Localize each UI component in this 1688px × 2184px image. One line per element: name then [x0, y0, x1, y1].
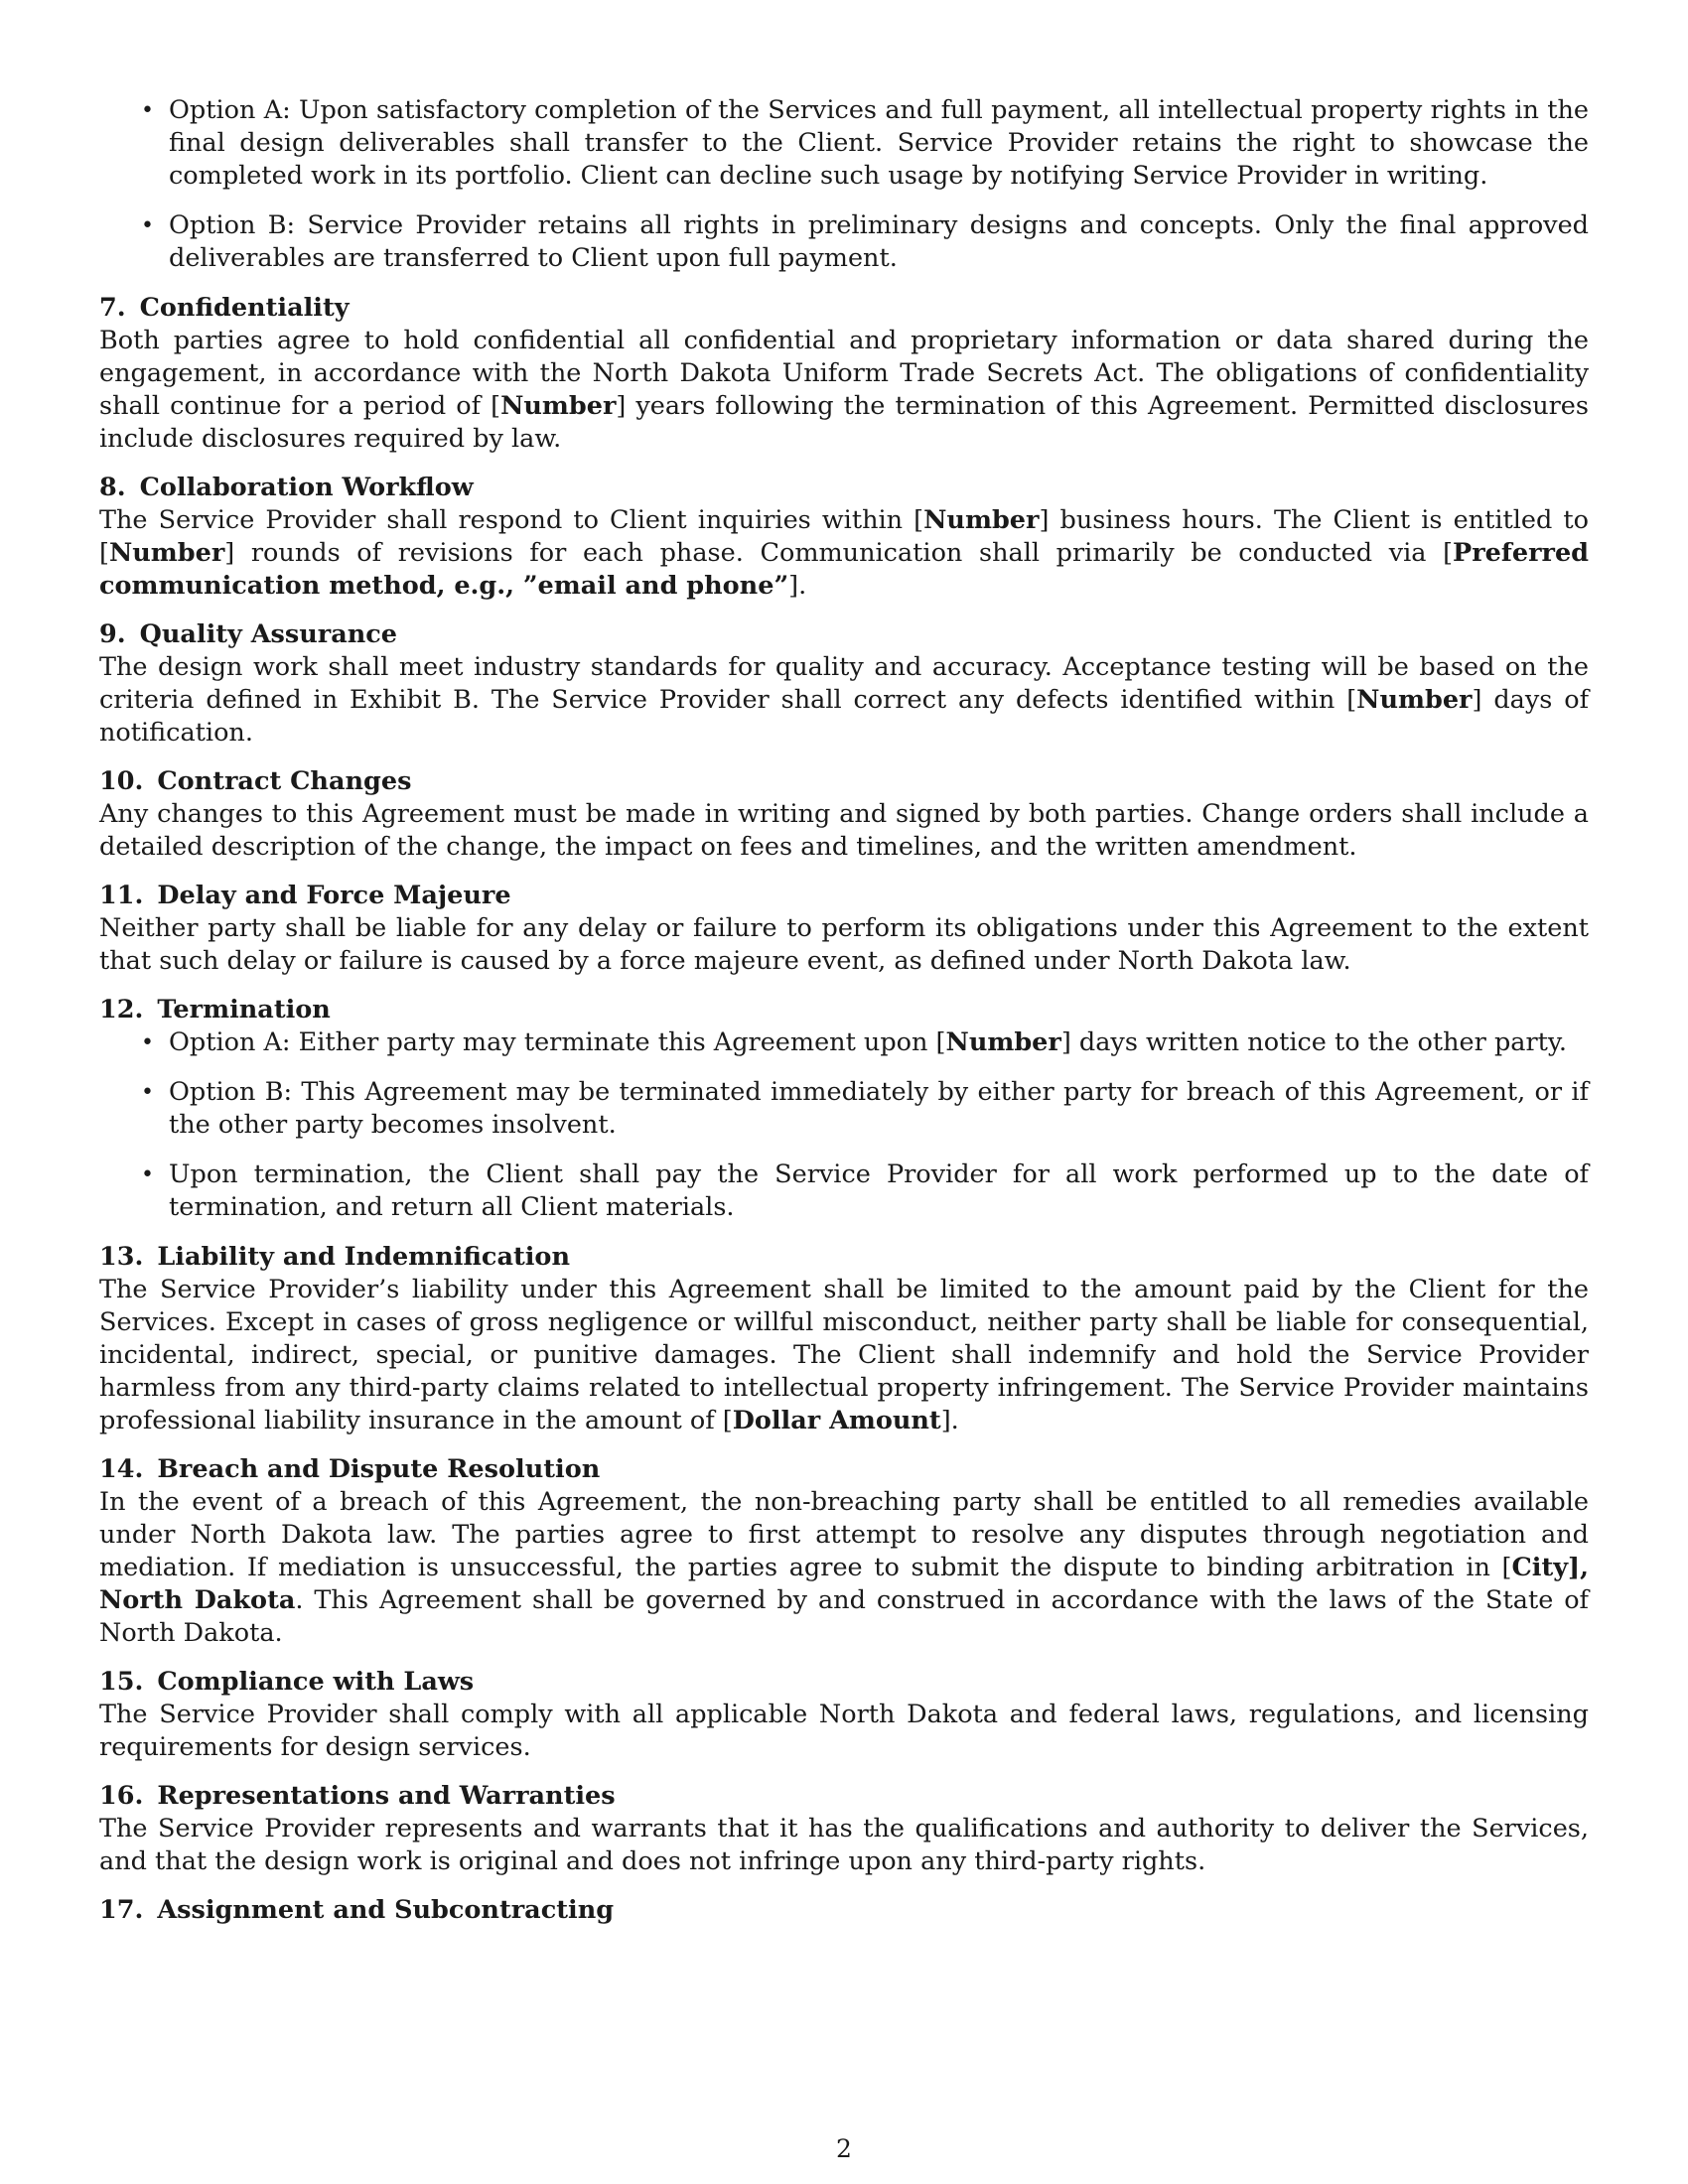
page-number: 2	[836, 2134, 852, 2163]
section-body-dispute: In the event of a breach of this Agreement, the non-breaching party shall be entitled to all remedies available under North Dakota law. The parties agree to first attempt to resolve any disputes through negotiation and mediation. If mediation is unsuccessful, the parties agree to submit the dispute to binding arbitration in [City], North Dakota. This Agreement shall be governed by and construed in accordance with the laws of the State of North Dakota.	[99, 1487, 1589, 1648]
ip-option-b: Option B: Service Provider retains all rights in preliminary designs and concepts. Only the final approved deliverables are transferred to Client upon full payment.	[169, 210, 1589, 273]
section-body-quality: The design work shall meet industry standards for quality and accuracy. Acceptance testing will be based on the criteria defined in Exhibit B. The Service Provider shall correct any defects identified within [Number] days of notification.	[99, 652, 1590, 748]
section-body-liability: The Service Provider’s liability under this Agreement shall be limited to the amount paid by the Client for the Services. Except in cases of gross negligence or willful misconduct, neither party shall be liable for consequential, incidental, indirect, special, or punitive damages. The Client shall indemnify and hold the Service Provider harmless from any third-party claims related to intellectual property infringement. The Service Provider maintains professional liability insurance in the amount of [Dollar Amount].	[99, 1275, 1589, 1435]
list-item	[99, 209, 1589, 275]
termination-options-list	[99, 1026, 1589, 1224]
ip-options-list	[99, 94, 1589, 275]
bullet-icon: •	[141, 1162, 154, 1187]
section-heading-collaboration: 8. Collaboration Workflow	[99, 473, 474, 502]
section-heading-assignment: 17. Assignment and Subcontracting	[99, 1895, 615, 1925]
section-heading-dispute: 14. Breach and Dispute Resolution	[99, 1454, 601, 1484]
section-heading-termination: 12. Termination	[99, 995, 331, 1024]
section-body-compliance: The Service Provider shall comply with all applicable North Dakota and federal laws, regulations, and licensing requirements for design services.	[99, 1700, 1589, 1762]
bullet-icon: •	[141, 98, 154, 123]
list-item	[99, 94, 1589, 193]
section-heading-liability: 13. Liability and Indemnification	[99, 1242, 570, 1272]
section-heading-warranties: 16. Representations and Warranties	[99, 1781, 616, 1811]
section-heading-quality: 9. Quality Assurance	[99, 619, 398, 649]
bullet-icon: •	[141, 1030, 154, 1055]
section-body-warranties: The Service Provider represents and warrants that it has the qualifications and authority to deliver the Services, and that the design work is original and does not infringe upon any third-party rights.	[99, 1814, 1589, 1876]
list-item: • Upon termination, the Client shall pay the Service Provider for all work performed up to the date of termination, and return all Client materials.	[141, 1160, 1589, 1222]
section-heading-force-majeure: 11. Delay and Force Majeure	[99, 881, 511, 910]
section-heading-confidentiality: 7. Confidentiality	[99, 293, 350, 323]
bullet-icon: •	[141, 1080, 154, 1105]
list-item: • Option B: This Agreement may be terminated immediately by either party for breach of this Agreement, or if the other party becomes insolvent.	[141, 1077, 1589, 1140]
section-body-collaboration: The Service Provider shall respond to Client inquiries within [Number] business hours. The Client is entitled to [Number] rounds of revisions for each phase. Communication shall primarily be conducted via [Preferred communication method, e.g., ”email and phone”].	[99, 505, 1590, 601]
section-heading-compliance: 15. Compliance with Laws	[99, 1667, 475, 1697]
bullet-icon: •	[141, 213, 154, 238]
section-heading-contract-changes: 10. Contract Changes	[99, 766, 412, 796]
list-item: • Option A: Either party may terminate this Agreement upon [Number] days written notice to the other party.	[141, 1027, 1568, 1057]
ip-option-a: Option A: Upon satisfactory completion of the Services and full payment, all intellectual property rights in the final design deliverables shall transfer to the Client. Service Provider retains the right to showcase the completed work in its portfolio. Client can decline such usage by notifying Service Provider in writing.	[169, 95, 1589, 191]
section-body-contract-changes: Any changes to this Agreement must be made in writing and signed by both parties. Change orders shall include a detailed description of the change, the impact on fees and timelines, and the written amendment.	[99, 799, 1589, 862]
section-body-force-majeure: Neither party shall be liable for any delay or failure to perform its obligations under this Agreement to the extent that such delay or failure is caused by a force majeure event, as defined under North Dakota law.	[99, 913, 1589, 976]
section-body-confidentiality: Both parties agree to hold confidential all confidential and proprietary information or data shared during the engagement, in accordance with the North Dakota Uniform Trade Secrets Act. The obligations of confidentiality shall continue for a period of [Number] years following the termination of this Agreement. Permitted disclosures include disclosures required by law.	[99, 326, 1589, 454]
document-page	[99, 94, 1589, 1927]
